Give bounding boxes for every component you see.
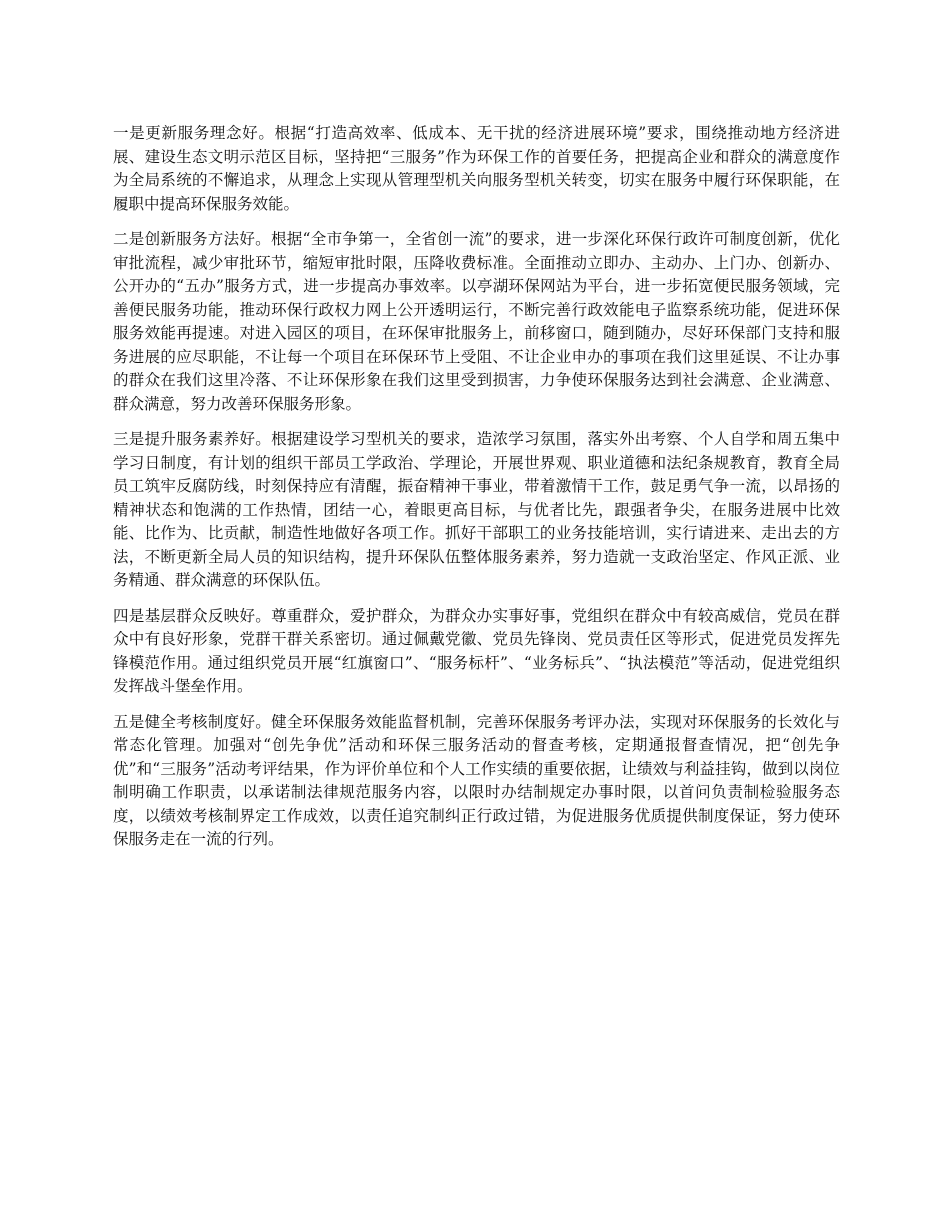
paragraph-public-feedback: 四是基层群众反映好。尊重群众，爱护群众，为群众办实事好事，党组织在群众中有较高威信，党员在群众中有良好形象，党群干群关系密切。通过佩戴党徽、党员先锋岗、党员责任区等形式，促进党员发挥先锋模范作用。通过组织党员开展“红旗窗口”、“服务标杆”、“业务标兵”、“执法模范”等活动，促进党组织发挥战斗堡垒作用。 (113, 606, 840, 695)
paragraph-assessment-system: 五是健全考核制度好。健全环保服务效能监督机制，完善环保服务考评办法，实现对环保服务的长效化与常态化管理。加强对“创先争优”活动和环保三服务活动的督查考核，定期通报督查情况，把“创先争优”和“三服务”活动考评结果，作为评价单位和个人工作实绩的重要依据，让绩效与利益挂钩，做到以岗位制明确工作职责，以承诺制法律规范服务内容，以限时办结制规定办事时限，以首问负责制检验服务态度，以绩效考核制界定工作成效，以责任追究制纠正行政过错，为促进服务优质提供制度保证，努力使环保服务走在一流的行列。 (113, 712, 840, 848)
document-body (113, 122, 840, 864)
paragraph-service-quality: 三是提升服务素养好。根据建设学习型机关的要求，造浓学习氛围，落实外出考察、个人自学和周五集中学习日制度，有计划的组织干部员工学政治、学理论，开展世界观、职业道德和法纪条规教育，教育全局员工筑牢反腐防线，时刻保持应有清醒，振奋精神干事业，带着激情干工作，鼓足勇气争一流，以昂扬的精神状态和饱满的工作热情，团结一心，着眼更高目标，与优者比先，跟强者争尖，在服务进展中比效能、比作为、比贡献，制造性地做好各项工作。抓好干部职工的业务技能培训，实行请进来、走出去的方法，不断更新全局人员的知识结构，提升环保队伍整体服务素养，努力造就一支政治坚定、作风正派、业务精通、群众满意的环保队伍。 (113, 430, 840, 589)
paragraph-service-concept: 一是更新服务理念好。根据“打造高效率、低成本、无干扰的经济进展环境”要求，围绕推动地方经济进展、建设生态文明示范区目标，坚持把“三服务”作为环保工作的首要任务，把提高企业和群众的满意度作为全局系统的不懈追求，从理念上实现从管理型机关向服务型机关转变，切实在服务中履行环保职能，在履职中提高环保服务效能。 (113, 124, 840, 213)
paragraph-service-method: 二是创新服务方法好。根据“全市争第一，全省创一流”的要求，进一步深化环保行政许可制度创新，优化审批流程，减少审批环节，缩短审批时限，压降收费标准。全面推动立即办、主动办、上门办、创新办、公开办的“五办”服务方式，进一步提高办事效率。以亭湖环保网站为平台，进一步拓宽便民服务领域，完善便民服务功能，推动环保行政权力网上公开透明运行，不断完善行政效能电子监察系统功能，促进环保服务效能再提速。对进入园区的项目，在环保审批服务上，前移窗口，随到随办，尽好环保部门支持和服务进展的应尽职能，不让每一个项目在环保环节上受阻、不让企业申办的事项在我们这里延误、不让办事的群众在我们这里冷落、不让环保形象在我们这里受到损害，力争使环保服务达到社会满意、企业满意、群众满意，努力改善环保服务形象。 (113, 230, 840, 413)
